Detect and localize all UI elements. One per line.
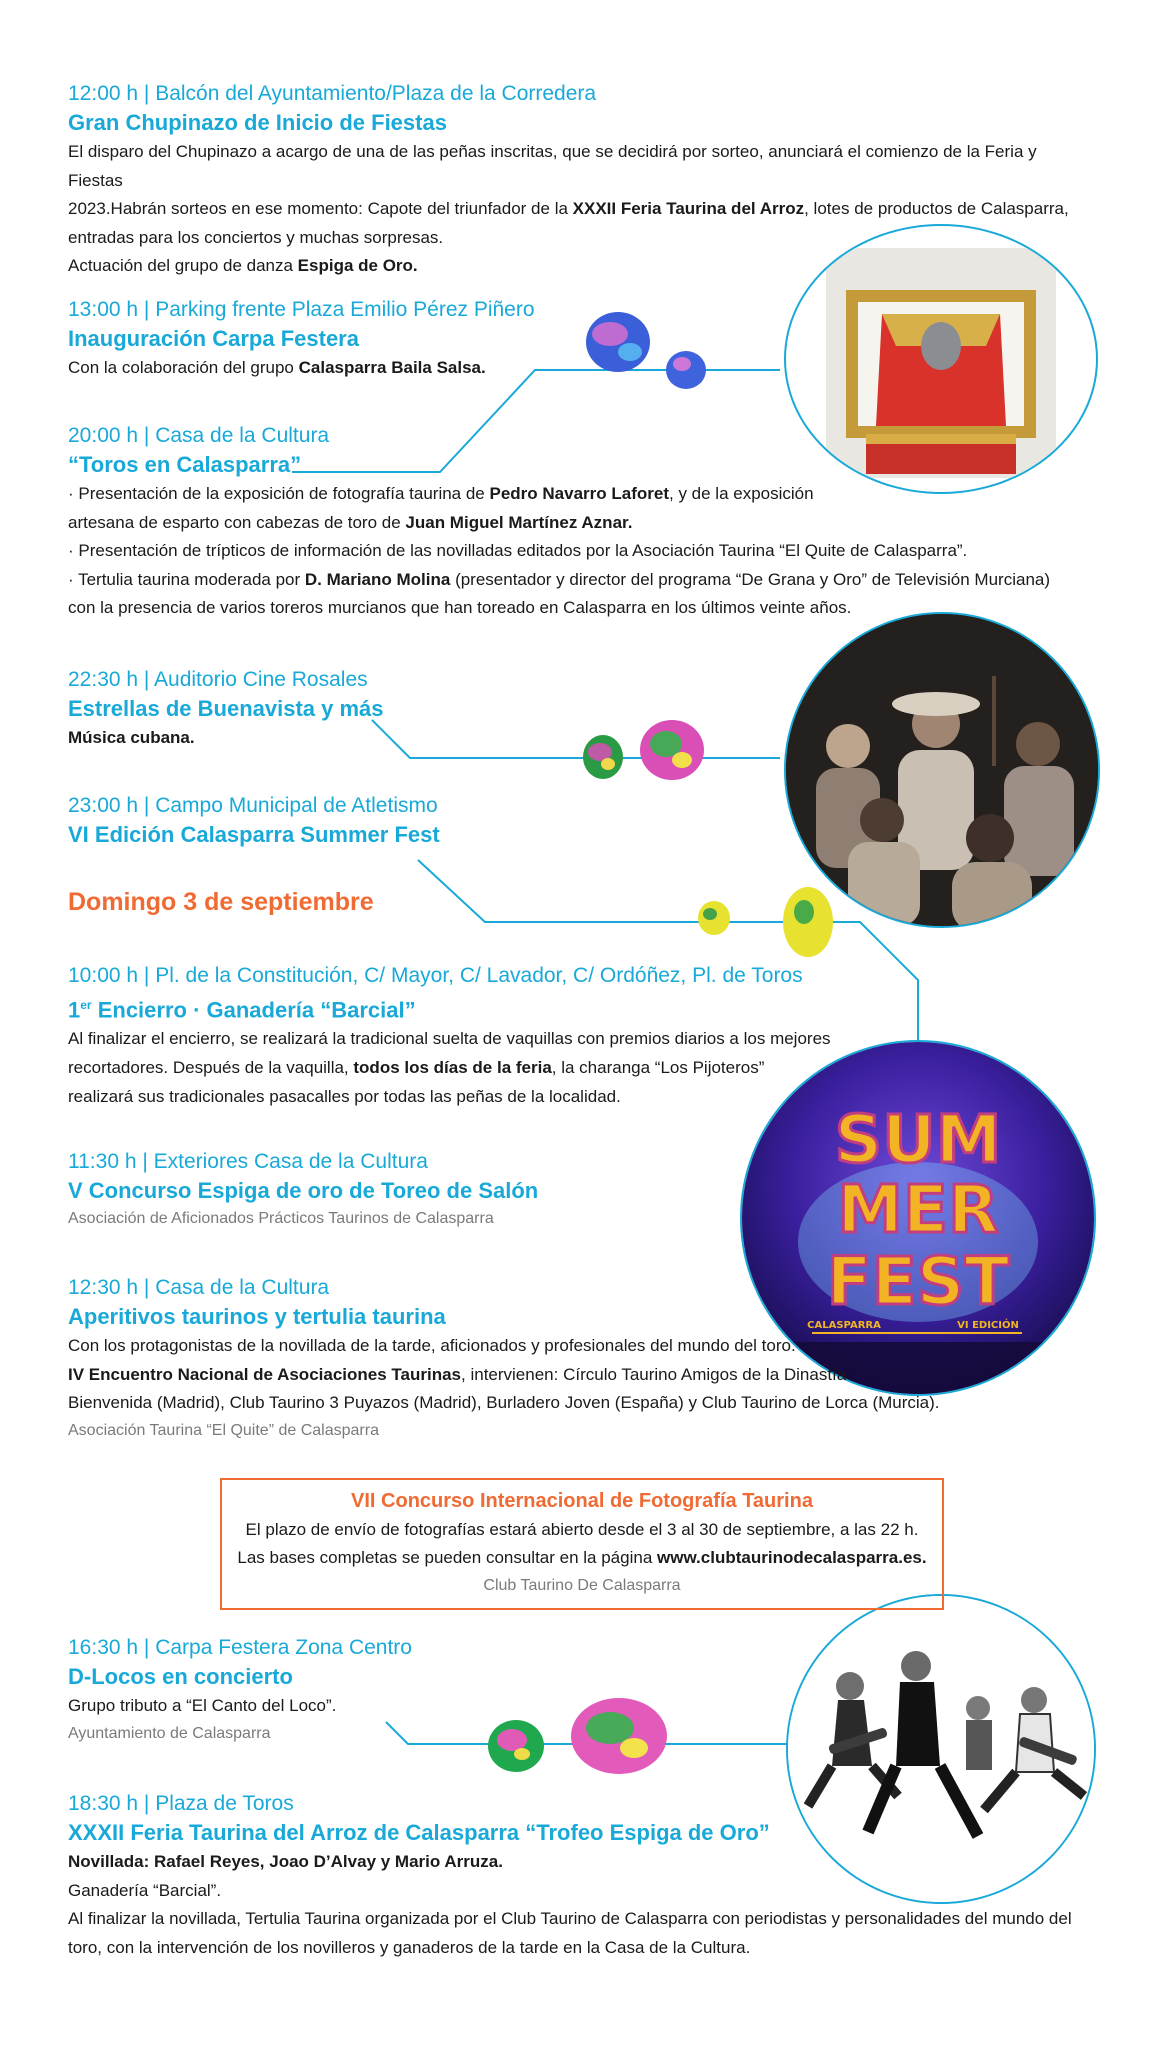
event-title: 1er Encierro · Ganadería “Barcial” bbox=[68, 997, 416, 1023]
event-estrellas-de-buenavista bbox=[68, 666, 1088, 753]
egg-decoration-6 bbox=[783, 887, 833, 957]
event-feria-taurina bbox=[68, 1790, 1088, 1962]
event-time: 20:00 h | Casa de la Cultura bbox=[68, 424, 330, 447]
contest-organizer: Club Taurino De Calasparra bbox=[483, 1577, 681, 1594]
event-description bbox=[68, 480, 1088, 623]
event-title: Gran Chupinazo de Inicio de Fiestas bbox=[68, 110, 447, 135]
event-title: Estrellas de Buenavista y más bbox=[68, 696, 384, 721]
day-heading: Domingo 3 de septiembre bbox=[68, 888, 374, 916]
event-organizer: Ayuntamiento de Calasparra bbox=[68, 1724, 271, 1742]
description-line: entradas para los conciertos y muchas sorpresas. bbox=[68, 227, 444, 247]
photo-contest-box bbox=[220, 1478, 944, 1610]
description-line: Al finalizar la novillada, Tertulia Taurina organizada por el Club Taurino de Calasparra con periodistas y personalidades del mundo del bbox=[68, 1909, 1072, 1929]
description-line: IV Encuentro Nacional de Asociaciones Taurinas, intervienen: Círculo Taurino Amigos de la Dinastía bbox=[68, 1364, 847, 1384]
event-time: 16:30 h | Carpa Festera Zona Centro bbox=[68, 1636, 412, 1659]
event-description bbox=[68, 354, 1088, 383]
poster-word-mer: MER bbox=[837, 1171, 999, 1248]
event-time: 13:00 h | Parking frente Plaza Emilio Pérez Piñero bbox=[68, 298, 535, 321]
description-line: El disparo del Chupinazo a acargo de una de las peñas inscritas, que se decidirá por sorteo, anunciará el comienzo de la Feria y Fiestas bbox=[68, 142, 1037, 190]
event-organizer: Asociación Taurina “El Quite” de Calasparra bbox=[68, 1421, 379, 1439]
event-encierro bbox=[68, 962, 1088, 1111]
poster-town-label: CALASPARRA bbox=[807, 1320, 881, 1331]
description-line: Actuación del grupo de danza Espiga de Oro. bbox=[68, 256, 418, 276]
event-title: XXXII Feria Taurina del Arroz de Calasparra “Trofeo Espiga de Oro” bbox=[68, 1820, 770, 1845]
event-chupinazo bbox=[68, 80, 1088, 281]
event-time: 11:30 h | Exteriores Casa de la Cultura bbox=[68, 1150, 428, 1173]
description-line: · Presentación de trípticos de información de las novilladas editados por la Asociación Taurina “El Quite de Calasparra”. bbox=[68, 541, 968, 561]
event-title: V Concurso Espiga de oro de Toreo de Salón bbox=[68, 1178, 539, 1203]
contest-website-link[interactable]: www.clubtaurinodecalasparra.es. bbox=[657, 1548, 927, 1567]
description-line: realizará sus tradicionales pasacalles por todas las peñas de la localidad. bbox=[68, 1086, 621, 1106]
description-line: Bienvenida (Madrid), Club Taurino 3 Puyazos (Madrid), Burladero Joven (España) y Club Taurino de Lorca (Murcia). bbox=[68, 1393, 940, 1413]
contest-rules: Las bases completas se pueden consultar en la página www.clubtaurinodecalasparra.es. bbox=[237, 1548, 927, 1567]
event-title: “Toros en Calasparra” bbox=[68, 452, 302, 477]
event-title: VI Edición Calasparra Summer Fest bbox=[68, 822, 440, 847]
description-line: 2023.Habrán sorteos en ese momento: Capote del triunfador de la XXXII Feria Taurina del Arroz, lotes de productos de Calasparra, bbox=[68, 199, 1069, 219]
poster-word-sum: SUM bbox=[834, 1101, 1002, 1178]
event-time: 18:30 h | Plaza de Toros bbox=[68, 1792, 294, 1815]
contest-deadline: El plazo de envío de fotografías estará abierto desde el 3 al 30 de septiembre, a las 22 h. bbox=[245, 1520, 919, 1539]
description-line: · Tertulia taurina moderada por D. Mariano Molina (presentador y director del programa “De Grana y Oro” de Televisión Murciana) bbox=[68, 569, 1051, 589]
event-description bbox=[68, 1025, 1088, 1111]
event-description bbox=[68, 138, 1088, 281]
band-members-image bbox=[786, 614, 1098, 926]
event-title: Inauguración Carpa Festera bbox=[68, 326, 359, 351]
description-line: recortadores. Después de la vaquilla, todos los días de la feria, la charanga “Los Pijoteros” bbox=[68, 1057, 765, 1077]
event-time: 22:30 h | Auditorio Cine Rosales bbox=[68, 668, 368, 691]
egg-decoration-5 bbox=[698, 901, 730, 935]
event-summer-fest bbox=[68, 792, 1088, 850]
event-description bbox=[68, 1848, 1088, 1962]
description-line: Al finalizar el encierro, se realizará la tradicional suelta de vaquillas con premios diarios a los mejores bbox=[68, 1029, 831, 1049]
description-line: artesana de esparto con cabezas de toro de Juan Miguel Martínez Aznar. bbox=[68, 512, 633, 532]
event-time: 23:00 h | Campo Municipal de Atletismo bbox=[68, 794, 438, 817]
description-line: Con la colaboración del grupo Calasparra Baila Salsa. bbox=[68, 358, 486, 377]
event-concurso-toreo-de-salon bbox=[68, 1148, 1088, 1232]
event-toros-en-calasparra bbox=[68, 422, 1088, 623]
description-line: Novillada: Rafael Reyes, Joao D’Alvay y Mario Arruza. bbox=[68, 1852, 503, 1871]
event-organizer: Asociación de Aficionados Prácticos Taurinos de Calasparra bbox=[68, 1210, 494, 1227]
event-title: D-Locos en concierto bbox=[68, 1664, 293, 1689]
event-description bbox=[68, 1332, 1088, 1418]
event-time: 12:00 h | Balcón del Ayuntamiento/Plaza de la Corredera bbox=[68, 82, 597, 105]
description-line: · Presentación de la exposición de fotografía taurina de Pedro Navarro Laforet, y de la exposición bbox=[68, 484, 814, 503]
event-time: 12:30 h | Casa de la Cultura bbox=[68, 1276, 330, 1299]
event-title: Aperitivos taurinos y tertulia taurina bbox=[68, 1304, 446, 1329]
event-description bbox=[68, 724, 1088, 753]
buenavista-band-photo bbox=[784, 612, 1100, 928]
description-line: toro, con la intervención de los novilleros y ganaderos de la tarde en la Casa de la Cultura. bbox=[68, 1937, 751, 1957]
contest-title: VII Concurso Internacional de Fotografía Taurina bbox=[351, 1490, 813, 1512]
poster-word-fest: FEST bbox=[826, 1243, 1010, 1320]
description-line: Con los protagonistas de la novillada de la tarde, aficionados y profesionales del mundo del toro. bbox=[68, 1336, 796, 1355]
event-time: 10:00 h | Pl. de la Constitución, C/ Mayor, C/ Lavador, C/ Ordóñez, Pl. de Toros bbox=[68, 964, 803, 987]
event-carpa-festera bbox=[68, 296, 1088, 383]
description-line: Música cubana. bbox=[68, 728, 195, 747]
description-line: Grupo tributo a “El Canto del Loco”. bbox=[68, 1696, 337, 1715]
event-description bbox=[68, 1692, 1088, 1721]
event-d-locos bbox=[68, 1634, 1088, 1747]
event-aperitivos-taurinos bbox=[68, 1274, 1088, 1444]
description-line: Ganadería “Barcial”. bbox=[68, 1880, 222, 1900]
description-line: con la presencia de varios toreros murcianos que han toreado en Calasparra en los últimos veinte años. bbox=[68, 598, 852, 618]
poster-edition-label: VI EDICIÓN bbox=[957, 1320, 1019, 1331]
